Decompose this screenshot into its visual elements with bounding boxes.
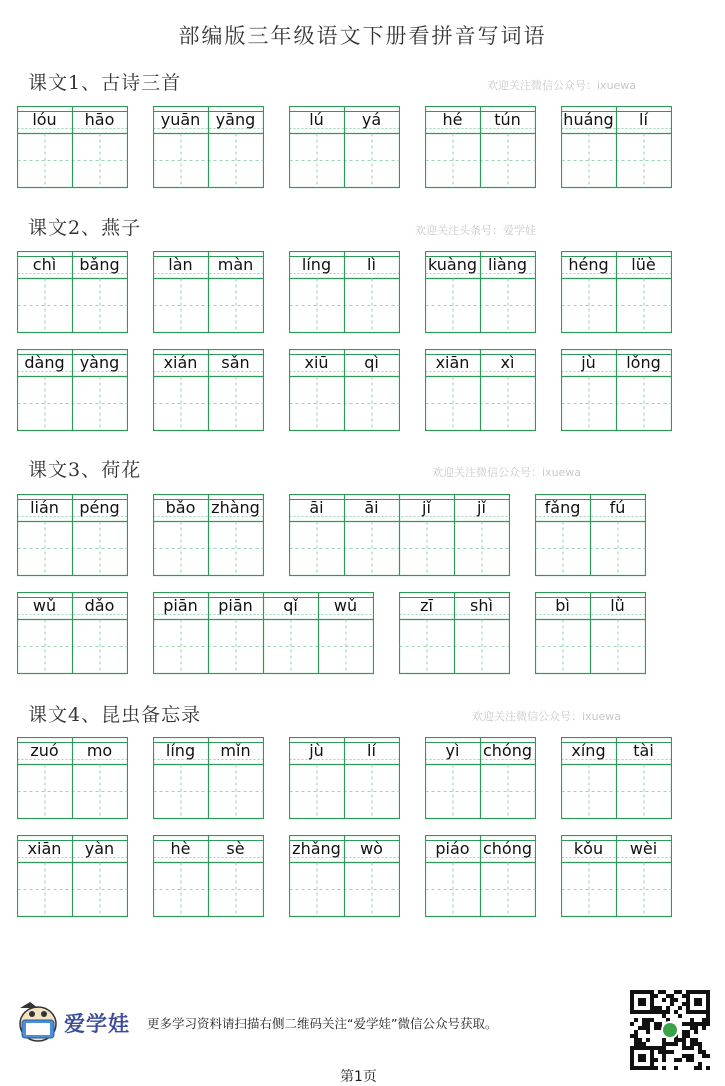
character-cell[interactable] (480, 349, 535, 431)
pinyin-label: líng (165, 741, 196, 760)
lesson-title: 课文4、昆虫备忘录 (28, 704, 202, 726)
character-cell[interactable] (72, 106, 127, 188)
pinyin-label: wǔ (333, 596, 358, 615)
character-cell[interactable] (208, 494, 263, 576)
pinyin-label: lì (367, 255, 376, 274)
character-cell[interactable] (153, 106, 208, 188)
character-cell[interactable] (153, 737, 208, 819)
pinyin-label: piān (218, 596, 253, 615)
word-box (17, 737, 127, 819)
pinyin-label: shì (470, 596, 493, 615)
pinyin-label: xiān (27, 839, 62, 858)
watermark: 欢迎关注微信公众号：ixuewa (487, 79, 637, 92)
character-cell[interactable] (425, 106, 480, 188)
character-cell[interactable] (425, 251, 480, 333)
word-box (535, 494, 645, 576)
character-cell[interactable] (289, 349, 344, 431)
pinyin-label: lí (367, 741, 376, 760)
character-cell[interactable] (425, 737, 480, 819)
character-cell[interactable] (153, 592, 208, 674)
pinyin-label: chì (32, 255, 57, 274)
word-box (289, 106, 399, 188)
pinyin-label: piān (163, 596, 198, 615)
character-cell[interactable] (289, 737, 344, 819)
character-cell[interactable] (561, 251, 616, 333)
pinyin-label: yuān (160, 110, 201, 129)
pinyin-label: zhǎng (292, 839, 341, 858)
pinyin-label: wò (360, 839, 383, 858)
watermark: 欢迎关注微信公众号：ixuewa (472, 710, 622, 723)
character-cell[interactable] (208, 592, 263, 674)
character-cell[interactable] (616, 737, 671, 819)
pinyin-label: lí (639, 110, 648, 129)
word-box (289, 835, 399, 917)
pinyin-label: qǐ (283, 596, 298, 615)
pinyin-label: dàng (24, 353, 65, 372)
character-cell[interactable] (561, 106, 616, 188)
character-cell[interactable] (454, 494, 509, 576)
pinyin-label: fǎng (544, 498, 581, 517)
pinyin-label: bì (555, 596, 570, 615)
character-cell[interactable] (289, 494, 344, 576)
pinyin-label: yāng (215, 110, 256, 129)
character-cell[interactable] (208, 737, 263, 819)
word-box (289, 251, 399, 333)
character-cell[interactable] (72, 251, 127, 333)
pinyin-label: kǒu (573, 839, 604, 858)
character-cell[interactable] (399, 494, 454, 576)
character-cell[interactable] (17, 251, 72, 333)
pinyin-label: tài (633, 741, 654, 760)
pinyin-label: lǒng (626, 353, 661, 372)
character-cell[interactable] (425, 349, 480, 431)
character-cell[interactable] (344, 737, 399, 819)
pinyin-label: fú (609, 498, 626, 517)
pinyin-label: liàng (488, 255, 527, 274)
pinyin-label: āi (364, 498, 379, 517)
pinyin-label: lǜ (610, 596, 625, 615)
word-box (153, 737, 263, 819)
pinyin-label: mo (86, 741, 113, 760)
word-box (17, 106, 127, 188)
lesson-title: 课文3、荷花 (28, 459, 142, 481)
pinyin-label: sǎn (221, 353, 250, 372)
character-cell[interactable] (72, 835, 127, 917)
character-cell[interactable] (153, 835, 208, 917)
watermark: 欢迎关注微信公众号：ixuewa (432, 466, 582, 479)
pinyin-label: āi (309, 498, 324, 517)
character-cell[interactable] (208, 835, 263, 917)
pinyin-label: xiān (435, 353, 470, 372)
character-cell[interactable] (17, 835, 72, 917)
pinyin-label: sè (226, 839, 245, 858)
lesson-title: 课文2、燕子 (28, 217, 142, 239)
character-cell[interactable] (616, 251, 671, 333)
pinyin-label: yì (445, 741, 460, 760)
brand-name: 爱学娃 (64, 1012, 130, 1036)
character-cell[interactable] (616, 349, 671, 431)
character-cell[interactable] (289, 835, 344, 917)
character-cell[interactable] (399, 592, 454, 674)
pinyin-label: lüè (631, 255, 656, 274)
pinyin-label: xíng (571, 741, 606, 760)
word-box (561, 251, 671, 333)
pinyin-label: bǎo (165, 498, 196, 517)
character-cell[interactable] (344, 494, 399, 576)
word-box (17, 835, 127, 917)
character-cell[interactable] (17, 737, 72, 819)
word-box (425, 106, 535, 188)
character-cell[interactable] (590, 592, 645, 674)
word-box (153, 349, 263, 431)
character-cell[interactable] (344, 106, 399, 188)
word-box (17, 494, 127, 576)
brand-logo (16, 998, 64, 1050)
character-cell[interactable] (72, 349, 127, 431)
character-cell[interactable] (616, 106, 671, 188)
character-cell[interactable] (480, 251, 535, 333)
pinyin-label: hè (170, 839, 191, 858)
character-cell[interactable] (425, 835, 480, 917)
character-cell[interactable] (535, 494, 590, 576)
character-cell[interactable] (72, 737, 127, 819)
pinyin-label: lú (309, 110, 324, 129)
word-box (399, 592, 509, 674)
pinyin-label: wǔ (32, 596, 57, 615)
pinyin-label: yàng (79, 353, 120, 372)
word-box (289, 349, 399, 431)
pinyin-label: lián (30, 498, 59, 517)
pinyin-label: jǐ (477, 498, 486, 517)
pinyin-label: chóng (482, 839, 533, 858)
character-cell[interactable] (289, 106, 344, 188)
word-box (153, 835, 263, 917)
pinyin-label: xián (163, 353, 198, 372)
pinyin-label: yá (361, 110, 382, 129)
character-cell[interactable] (289, 251, 344, 333)
page-title: 部编版三年级语文下册看拼音写词语 (178, 24, 547, 48)
pinyin-label: bǎng (79, 255, 120, 274)
pinyin-label: jǐ (422, 498, 431, 517)
word-box (153, 251, 263, 333)
word-box (17, 251, 127, 333)
pinyin-label: dǎo (84, 596, 115, 615)
character-cell[interactable] (17, 494, 72, 576)
pinyin-label: hé (442, 110, 463, 129)
word-box (535, 592, 645, 674)
character-cell[interactable] (208, 349, 263, 431)
word-box (289, 737, 399, 819)
pinyin-label: qì (364, 353, 379, 372)
pinyin-label: jù (581, 353, 596, 372)
word-box (561, 349, 671, 431)
word-box (425, 737, 535, 819)
character-cell[interactable] (17, 592, 72, 674)
character-cell[interactable] (535, 592, 590, 674)
character-cell[interactable] (561, 349, 616, 431)
pinyin-label: líng (301, 255, 332, 274)
pinyin-label: mǐn (220, 741, 251, 760)
pinyin-label: hāo (84, 110, 115, 129)
pinyin-label: xì (500, 353, 515, 372)
pinyin-label: zī (420, 596, 433, 615)
page-number: 第1页 (340, 1069, 377, 1085)
character-cell[interactable] (590, 494, 645, 576)
character-cell[interactable] (561, 737, 616, 819)
pinyin-label: péng (79, 498, 120, 517)
character-cell[interactable] (17, 349, 72, 431)
pinyin-label: tún (494, 110, 521, 129)
character-cell[interactable] (208, 251, 263, 333)
pinyin-label: jù (309, 741, 324, 760)
word-box (561, 106, 671, 188)
word-box (17, 592, 127, 674)
character-cell[interactable] (153, 349, 208, 431)
character-cell[interactable] (480, 835, 535, 917)
footer-note: 更多学习资料请扫描右侧二维码关注“爱学娃”微信公众号获取。 (147, 1016, 498, 1031)
pinyin-label: chóng (482, 741, 533, 760)
pinyin-label: zuó (30, 741, 59, 760)
character-cell[interactable] (72, 592, 127, 674)
pinyin-label: lóu (32, 110, 57, 129)
word-box (153, 592, 373, 674)
character-cell[interactable] (454, 592, 509, 674)
pinyin-label: xiū (304, 353, 329, 372)
character-cell[interactable] (72, 494, 127, 576)
qr-code (630, 990, 710, 1074)
character-cell[interactable] (344, 251, 399, 333)
pinyin-label: làn (168, 255, 193, 274)
pinyin-label: yàn (84, 839, 115, 858)
word-box (153, 106, 263, 188)
word-box (17, 349, 127, 431)
character-cell[interactable] (263, 592, 318, 674)
pinyin-label: héng (568, 255, 609, 274)
word-box (153, 494, 263, 576)
word-box (561, 737, 671, 819)
character-cell[interactable] (344, 349, 399, 431)
watermark: 欢迎关注头条号：爱学娃 (415, 224, 536, 237)
word-box (289, 494, 509, 576)
character-cell[interactable] (17, 106, 72, 188)
character-cell[interactable] (480, 737, 535, 819)
pinyin-label: piáo (435, 839, 470, 858)
character-cell[interactable] (318, 592, 373, 674)
character-cell[interactable] (344, 835, 399, 917)
lesson-title: 课文1、古诗三首 (28, 72, 182, 94)
word-box (425, 251, 535, 333)
character-cell[interactable] (480, 106, 535, 188)
pinyin-label: huáng (563, 110, 614, 129)
pinyin-label: zhàng (211, 498, 260, 517)
character-cell[interactable] (561, 835, 616, 917)
word-box (425, 349, 535, 431)
character-cell[interactable] (616, 835, 671, 917)
word-box (425, 835, 535, 917)
pinyin-label: màn (217, 255, 254, 274)
character-cell[interactable] (153, 494, 208, 576)
pinyin-label: wèi (629, 839, 658, 858)
word-box (561, 835, 671, 917)
character-cell[interactable] (153, 251, 208, 333)
pinyin-label: kuàng (427, 255, 477, 274)
character-cell[interactable] (208, 106, 263, 188)
